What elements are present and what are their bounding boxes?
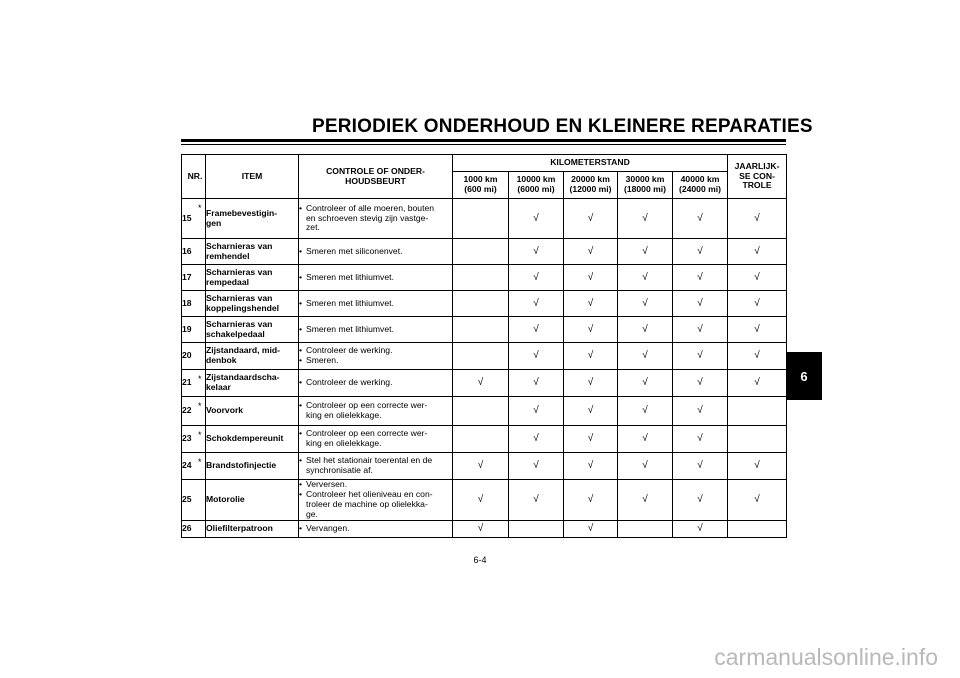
check-cell [673,480,728,521]
bullet-icon: • [299,479,303,489]
check-icon: √ [754,350,760,362]
row-control [299,370,453,397]
check-cell [564,343,618,370]
table-row [182,199,787,239]
control-text: Controleer of alle moeren, bouten en schroeven stevig zijn vastge- zet. [306,202,435,233]
control-text: Stel het stationair toerental en de synchronisatie af. [306,455,433,475]
row-control [299,480,453,521]
control-line [299,299,452,309]
header-km-1000 [453,172,509,199]
bullet-icon: • [299,488,303,499]
row-item: Zijstandaardscha- kelaar [206,370,299,397]
header-km-1000-text: 1000 km (600 mi) [463,174,498,194]
check-cell [728,453,787,480]
check-cell [673,317,728,343]
check-cell [453,239,509,265]
control-text: Smeren. [306,355,339,365]
check-cell [453,343,509,370]
check-cell [673,291,728,317]
check-icon: √ [533,323,539,335]
row-control [299,291,453,317]
row-nr [182,343,206,370]
check-cell [509,397,564,426]
row-item: Scharnieras van schakelpedaal [206,317,299,343]
row-nr [182,317,206,343]
check-cell [564,317,618,343]
row-control [299,239,453,265]
row-item: Scharnieras van rempedaal [206,265,299,291]
check-icon: √ [754,297,760,309]
check-cell [618,265,673,291]
check-icon: √ [533,377,539,389]
check-icon: √ [754,377,760,389]
row-nr-text: 25 [182,493,192,504]
bullet-icon: • [299,202,303,213]
check-icon: √ [697,460,703,472]
check-icon: √ [642,494,648,505]
check-cell [564,397,618,426]
check-cell [728,343,787,370]
row-item: Zijstandaard, mid- denbok [206,343,299,370]
row-nr-text: 23 [182,433,192,444]
table-row [182,453,787,480]
control-line [299,273,452,283]
table-row [182,520,787,537]
bullet-icon: • [299,355,303,365]
control-line [299,378,452,388]
check-cell [564,199,618,239]
check-cell [673,397,728,426]
bullet-icon: • [299,377,303,388]
row-star: * [198,401,202,411]
row-item: Brandstofinjectie [206,453,299,480]
row-nr-text: 22 [182,405,192,416]
check-cell [564,370,618,397]
check-cell [728,426,787,453]
row-nr-text: 21 [182,377,192,388]
check-cell [453,317,509,343]
row-item: Voorvork [206,397,299,426]
check-icon: √ [587,494,594,505]
row-control [299,317,453,343]
check-cell [453,265,509,291]
check-icon: √ [477,494,484,505]
check-icon: √ [477,522,484,534]
table-row [182,317,787,343]
header-item: ITEM [206,155,299,199]
check-cell [509,426,564,453]
row-control [299,265,453,291]
row-nr [182,480,206,521]
check-icon: √ [754,271,760,283]
check-cell [453,426,509,453]
control-line [299,356,452,366]
check-icon: √ [754,323,760,335]
header-kilometerstand: KILOMETERSTAND [453,155,728,172]
header-km-10000-text: 10000 km (6000 mi) [516,174,556,194]
check-icon: √ [697,350,703,362]
page-number: 6-4 [473,555,487,565]
check-icon: √ [587,323,594,335]
control-line [299,325,452,335]
check-cell [453,453,509,480]
row-star: * [198,374,202,384]
check-icon: √ [642,460,648,472]
check-icon: √ [697,433,703,445]
row-nr [182,265,206,291]
bullet-icon: • [299,297,303,308]
check-cell [728,480,787,521]
control-text: Smeren met lithiumvet. [306,271,394,282]
check-icon: √ [587,271,594,283]
check-icon: √ [533,297,539,309]
row-nr-text: 24 [182,460,192,471]
bullet-icon: • [299,323,303,334]
check-icon: √ [587,460,594,472]
check-icon: √ [642,271,648,283]
check-cell [673,520,728,537]
row-item: Schokdempereunit [206,426,299,453]
check-cell [618,426,673,453]
check-cell [728,239,787,265]
title-rule-thin [181,144,786,145]
header-km-40000-text: 40000 km (24000 mi) [678,174,722,194]
check-cell [509,199,564,239]
check-cell [453,397,509,426]
table-body [182,199,787,538]
check-cell [673,453,728,480]
title-rule-thick [181,139,786,142]
control-line [299,401,452,421]
row-item: Oliefilterpatroon [206,520,299,537]
check-icon: √ [697,405,703,417]
row-nr [182,520,206,537]
check-icon: √ [642,350,648,362]
check-cell [618,480,673,521]
check-cell [618,291,673,317]
check-icon: √ [642,433,648,445]
header-km-10000 [509,172,564,199]
check-cell [618,520,673,537]
check-icon: √ [533,433,539,445]
check-icon: √ [642,245,648,257]
check-cell [509,239,564,265]
check-cell [564,291,618,317]
row-nr [182,426,206,453]
bullet-icon: • [299,522,303,533]
check-cell [673,343,728,370]
row-nr [182,199,206,239]
check-cell [618,397,673,426]
control-line [299,247,452,257]
bullet-icon: • [299,400,303,411]
check-cell [509,453,564,480]
row-nr [182,291,206,317]
control-text: Verversen. [306,479,348,489]
check-cell [728,520,787,537]
check-icon: √ [642,212,648,224]
watermark: carmanualsonline.info [714,644,938,670]
table-row [182,239,787,265]
row-nr-text: 16 [182,245,192,256]
control-text: Controleer de werking. [306,345,393,356]
check-cell [728,370,787,397]
table-row [182,265,787,291]
control-line [299,204,452,234]
check-cell [618,453,673,480]
check-icon: √ [697,323,703,335]
check-icon: √ [642,323,648,335]
check-cell [509,370,564,397]
row-item: Scharnieras van remhendel [206,239,299,265]
header-annual [728,155,787,199]
row-nr [182,370,206,397]
check-cell [509,343,564,370]
row-star: * [198,430,202,440]
control-text: Smeren met lithiumvet. [306,323,394,334]
table-row [182,480,787,521]
table-row [182,291,787,317]
check-icon: √ [587,350,594,362]
check-cell [509,520,564,537]
row-star: * [198,203,202,213]
check-cell [728,397,787,426]
check-cell [564,480,618,521]
check-cell [453,520,509,537]
row-star: * [198,457,202,467]
control-text: Controleer de werking. [306,377,393,388]
row-nr-text: 26 [182,522,192,533]
chapter-tab: 6 [786,352,822,400]
check-cell [618,199,673,239]
check-cell [673,239,728,265]
check-icon: √ [754,460,760,472]
check-cell [618,370,673,397]
check-icon: √ [697,494,703,505]
row-nr-text: 18 [182,297,192,308]
header-nr: NR. [182,155,206,199]
check-cell [728,265,787,291]
header-km-20000-text: 20000 km (12000 mi) [569,174,612,194]
check-icon: √ [642,297,648,309]
control-line [299,490,452,520]
check-icon: √ [697,271,703,283]
table-row [182,370,787,397]
check-icon: √ [697,245,703,257]
control-text: Controleer op een correcte wer- king en olielekkage. [306,428,428,448]
check-cell [509,480,564,521]
bullet-icon: • [299,428,303,439]
check-icon: √ [754,494,760,505]
row-control [299,426,453,453]
check-cell [509,291,564,317]
check-icon: √ [642,377,648,389]
check-icon: √ [477,377,484,389]
check-cell [509,317,564,343]
header-km-20000 [564,172,618,199]
check-icon: √ [533,460,539,472]
check-cell [728,291,787,317]
check-icon: √ [587,212,594,224]
row-nr-text: 20 [182,350,192,361]
check-icon: √ [587,377,594,389]
table-row [182,426,787,453]
header-km-30000 [618,172,673,199]
check-cell [564,453,618,480]
check-icon: √ [697,297,703,309]
header-km-40000 [673,172,728,199]
check-cell [564,265,618,291]
row-control [299,397,453,426]
check-cell [673,370,728,397]
row-nr-text: 15 [182,212,192,223]
header-annual-text: JAARLIJK- SE CON- TROLE [734,160,780,191]
control-text: Smeren met lithiumvet. [306,297,394,308]
check-cell [564,520,618,537]
row-control [299,199,453,239]
check-icon: √ [533,271,539,283]
check-cell [564,426,618,453]
bullet-icon: • [299,271,303,282]
check-icon: √ [533,212,539,224]
check-cell [728,317,787,343]
row-nr [182,239,206,265]
check-icon: √ [697,522,703,534]
row-item: Motorolie [206,480,299,521]
check-icon: √ [587,297,594,309]
check-cell [453,480,509,521]
check-cell [453,291,509,317]
row-item: Scharnieras van koppelingshendel [206,291,299,317]
row-nr-text: 17 [182,271,192,282]
check-cell [673,426,728,453]
control-line [299,429,452,449]
row-control [299,453,453,480]
check-icon: √ [642,405,648,417]
check-cell [618,239,673,265]
check-icon: √ [477,460,484,472]
control-line [299,456,452,476]
row-control [299,343,453,370]
check-icon: √ [587,522,594,534]
control-text: Controleer op een correcte wer- king en olielekkage. [306,400,428,420]
header-control-text: CONTROLE OF ONDER- HOUDSBEURT [326,165,425,186]
row-item: Framebevestigin- gen [206,199,299,239]
check-cell [673,265,728,291]
row-nr-text: 19 [182,323,192,334]
header-control [299,155,453,199]
maintenance-table [181,154,787,538]
check-cell [564,239,618,265]
check-icon: √ [587,245,594,257]
page-title: PERIODIEK ONDERHOUD EN KLEINERE REPARATIES [312,116,813,137]
check-cell [453,370,509,397]
bullet-icon: • [299,345,303,356]
control-text: Controleer het olieniveau en con- troleer de machine op olielekka- ge. [306,488,433,519]
control-text: Smeren met siliconenvet. [306,245,403,256]
check-icon: √ [754,245,760,257]
check-cell [618,317,673,343]
check-cell [453,199,509,239]
control-text: Vervangen. [306,522,350,533]
row-nr [182,453,206,480]
check-icon: √ [587,433,594,445]
bullet-icon: • [299,245,303,256]
check-cell [728,199,787,239]
row-control [299,520,453,537]
check-icon: √ [754,212,760,224]
control-line [299,524,452,534]
table-row [182,397,787,426]
row-nr [182,397,206,426]
check-cell [509,265,564,291]
check-cell [673,199,728,239]
check-icon: √ [697,212,703,224]
check-icon: √ [533,494,539,505]
table-row [182,343,787,370]
check-icon: √ [587,405,594,417]
check-icon: √ [697,377,703,389]
check-icon: √ [533,350,539,362]
header-km-30000-text: 30000 km (18000 mi) [623,174,667,194]
check-icon: √ [533,405,539,417]
check-icon: √ [533,245,539,257]
check-cell [618,343,673,370]
bullet-icon: • [299,455,303,466]
